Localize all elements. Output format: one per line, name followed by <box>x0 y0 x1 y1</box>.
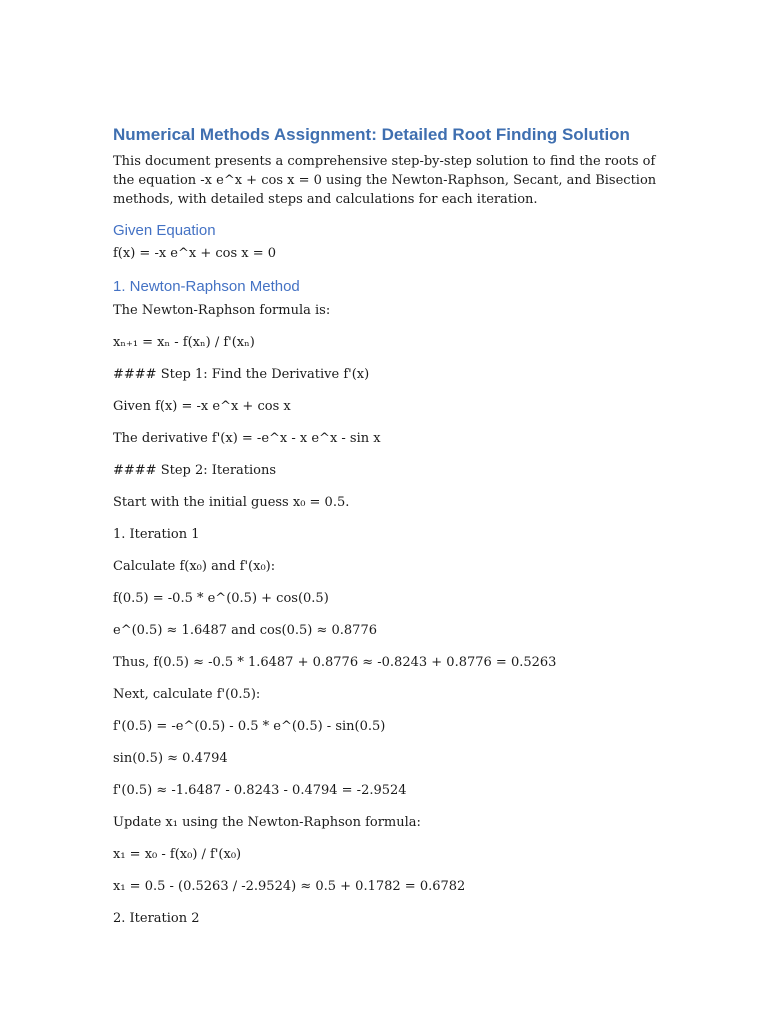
formula-intro: The Newton-Raphson formula is: <box>113 303 331 318</box>
fprime-05: f'(0.5) = -e^(0.5) - 0.5 * e^(0.5) - sin(0.5) <box>113 719 386 734</box>
newton-raphson-heading: 1. Newton-Raphson Method <box>113 278 300 295</box>
initial-guess: Start with the initial guess x₀ = 0.5. <box>113 495 350 510</box>
x1-formula: x₁ = x₀ - f(x₀) / f'(x₀) <box>113 847 242 862</box>
f-05-result: Thus, f(0.5) ≈ -0.5 * 1.6487 + 0.8776 ≈ -0.8243 + 0.8776 = 0.5263 <box>113 655 557 670</box>
given-function: Given f(x) = -x e^x + cos x <box>113 399 291 414</box>
fprime-05-result: f'(0.5) ≈ -1.6487 - 0.8243 - 0.4794 = -2.9524 <box>113 783 407 798</box>
next-derivative: Next, calculate f'(0.5): <box>113 687 261 702</box>
given-equation: f(x) = -x e^x + cos x = 0 <box>113 246 277 261</box>
document-title: Numerical Methods Assignment: Detailed Root Finding Solution <box>113 125 630 144</box>
calc-f-x0: Calculate f(x₀) and f'(x₀): <box>113 559 276 574</box>
document-page <box>113 125 658 941</box>
sin-value: sin(0.5) ≈ 0.4794 <box>113 751 228 766</box>
update-x1: Update x₁ using the Newton-Raphson formula: <box>113 815 421 830</box>
exp-cos-values: e^(0.5) ≈ 1.6487 and cos(0.5) ≈ 0.8776 <box>113 623 377 638</box>
iteration-2-label: 2. Iteration 2 <box>113 911 200 926</box>
newton-formula: xₙ₊₁ = xₙ - f(xₙ) / f'(xₙ) <box>113 335 255 350</box>
iteration-1-label: 1. Iteration 1 <box>113 527 200 542</box>
f-05: f(0.5) = -0.5 * e^(0.5) + cos(0.5) <box>113 591 329 606</box>
intro-paragraph: This document presents a comprehensive step-by-step solution to find the roots of the equation -x e^x + cos x = 0 using the Newton-Raphson, Secant, and Bisection methods, with detailed steps and calculations for each iteration. <box>113 154 657 207</box>
x1-result: x₁ = 0.5 - (0.5263 / -2.9524) ≈ 0.5 + 0.1782 = 0.6782 <box>113 879 466 894</box>
derivative: The derivative f'(x) = -e^x - x e^x - sin x <box>113 431 381 446</box>
step2-heading: #### Step 2: Iterations <box>113 463 277 478</box>
step1-heading: #### Step 1: Find the Derivative f'(x) <box>113 367 370 382</box>
given-equation-heading: Given Equation <box>113 222 216 239</box>
